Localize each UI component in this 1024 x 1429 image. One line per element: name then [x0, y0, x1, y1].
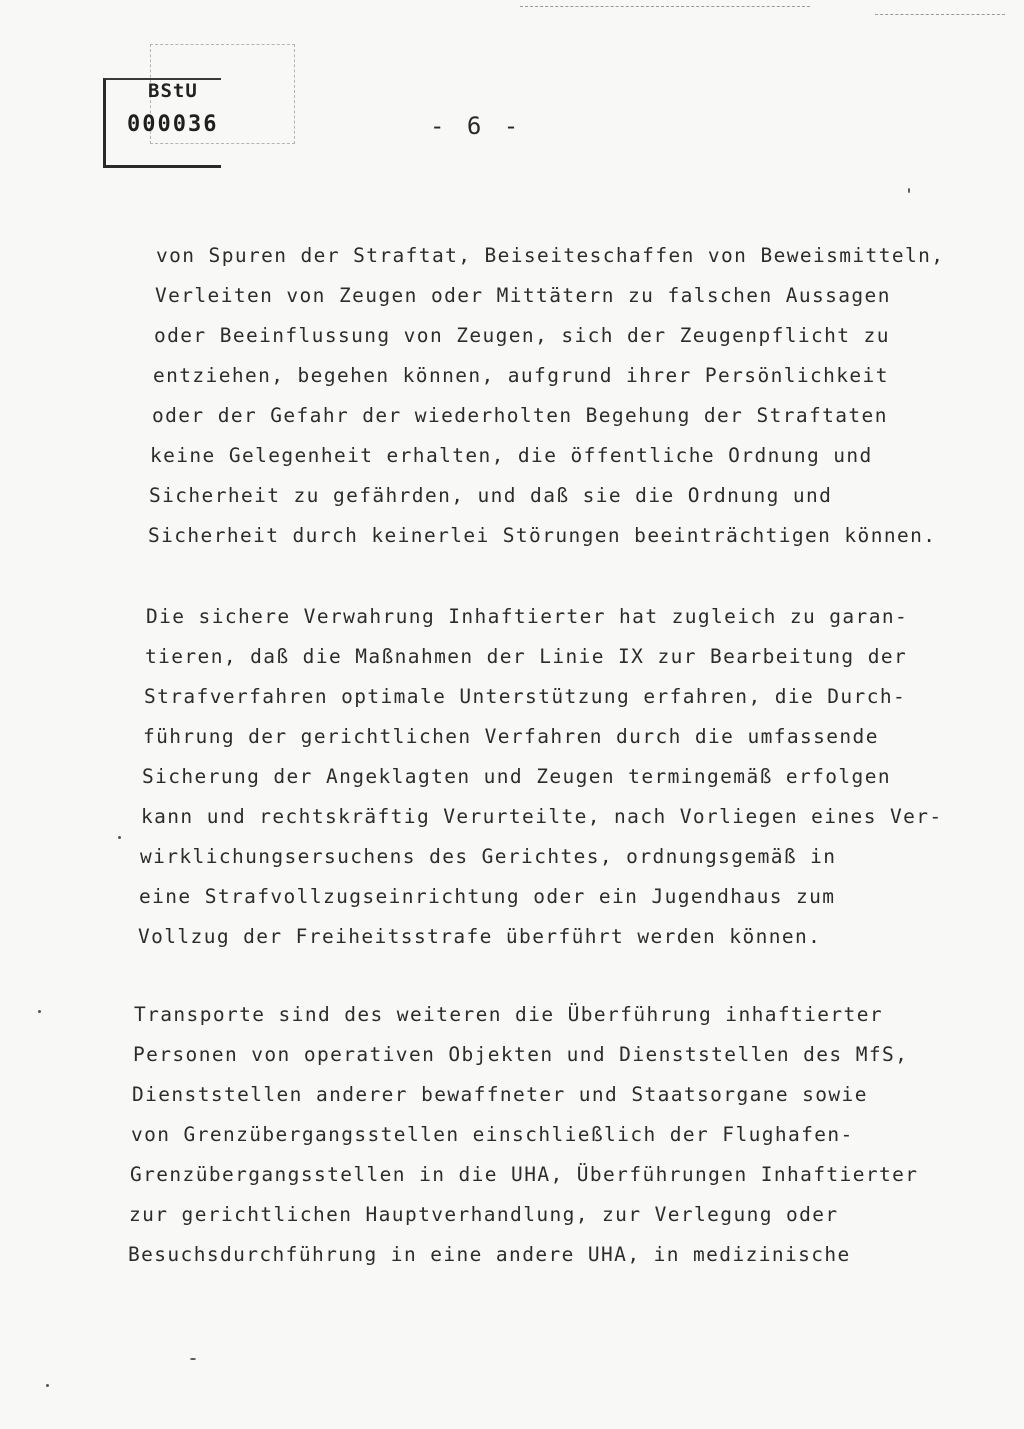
text-line: Grenzübergangsstellen in die UHA, Überführungen Inhaftierter [130, 1163, 919, 1186]
text-line: von Grenzübergangsstellen einschließlich der Flughafen- [131, 1123, 854, 1146]
text-line: Sicherung der Angeklagten und Zeugen termingemäß erfolgen [142, 765, 891, 788]
text-line: Strafverfahren optimale Unterstützung erfahren, die Durch- [144, 685, 907, 708]
text-line: eine Strafvollzugseinrichtung oder ein Jugendhaus zum [139, 885, 836, 908]
scan-speck [190, 1358, 196, 1360]
stamp-number: 000036 [127, 112, 219, 137]
text-line: oder der Gefahr der wiederholten Begehung der Straftaten [152, 404, 888, 427]
text-line: Besuchsdurchführung in eine andere UHA, in medizinische [128, 1243, 851, 1266]
text-line: Verleiten von Zeugen oder Mittätern zu falschen Aussagen [155, 284, 891, 307]
text-line: Personen von operativen Objekten und Dienststellen des MfS, [133, 1043, 909, 1066]
text-line: Die sichere Verwahrung Inhaftierter hat zugleich zu garan- [146, 605, 909, 628]
text-line: Sicherheit zu gefährden, und daß sie die Ordnung und [149, 484, 833, 507]
scan-speck [118, 836, 121, 839]
scan-speck [46, 1384, 49, 1387]
text-line: Vollzug der Freiheitsstrafe überführt werden können. [138, 925, 822, 948]
scan-speck [38, 1010, 41, 1013]
text-line: Sicherheit durch keinerlei Störungen beeinträchtigen können. [148, 524, 937, 547]
stamp-organization: BStU [148, 80, 198, 102]
scan-edge-line [875, 14, 1005, 16]
text-line: entziehen, begehen können, aufgrund ihrer Persönlichkeit [153, 364, 889, 387]
text-line: keine Gelegenheit erhalten, die öffentliche Ordnung und [150, 444, 873, 467]
text-line: von Spuren der Straftat, Beiseiteschaffen von Beweismitteln, [156, 244, 945, 267]
scan-speck [908, 188, 910, 193]
text-line: Dienststellen anderer bewaffneter und Staatsorgane sowie [132, 1083, 868, 1106]
text-line: führung der gerichtlichen Verfahren durch die umfassende [143, 725, 879, 748]
page-number: - 6 - [430, 112, 523, 140]
scan-edge-line [520, 6, 810, 8]
text-line: zur gerichtlichen Hauptverhandlung, zur Verlegung oder [129, 1203, 839, 1226]
text-line: wirklichungsersuchens des Gerichtes, ordnungsgemäß in [140, 845, 837, 868]
text-line: tieren, daß die Maßnahmen der Linie IX zur Bearbeitung der [145, 645, 908, 668]
text-line: kann und rechtskräftig Verurteilte, nach Vorliegen eines Ver- [141, 805, 943, 828]
text-line: oder Beeinflussung von Zeugen, sich der Zeugenpflicht zu [154, 324, 890, 347]
text-line: Transporte sind des weiteren die Überführung inhaftierter [134, 1003, 883, 1026]
